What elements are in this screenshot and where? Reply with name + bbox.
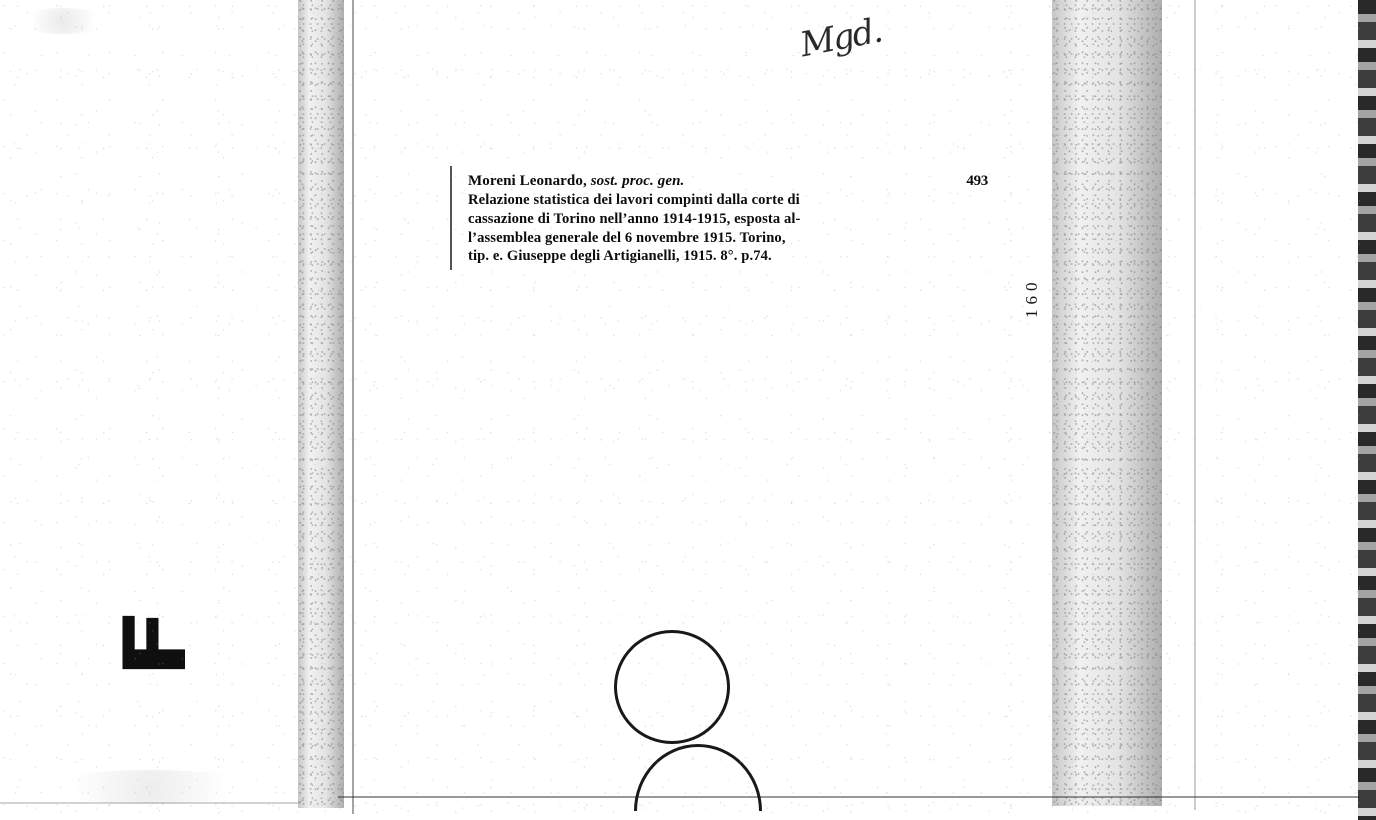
entry-line-1: Relazione statistica dei lavori compinti dalla corte di bbox=[468, 192, 800, 209]
side-page-number: 160 bbox=[1022, 277, 1041, 318]
entry-line-4: tip. e. Giuseppe degli Artigianelli, 1915. 8°. p.74. bbox=[468, 248, 772, 265]
bottom-edge-rule bbox=[338, 796, 1360, 798]
right-card-edge-band bbox=[1052, 0, 1162, 806]
catalogue-entry bbox=[468, 172, 988, 266]
right-dark-edge-band bbox=[1358, 0, 1376, 820]
entry-heading bbox=[468, 172, 988, 191]
entry-line-3: l’assemblea generale del 6 novembre 1915. Torino, bbox=[468, 229, 786, 246]
stamp-letter-f: F bbox=[106, 607, 206, 679]
entry-reference-number: 493 bbox=[966, 173, 988, 189]
left-card-edge-band bbox=[298, 0, 344, 808]
left-card-edge-line bbox=[352, 0, 354, 814]
smudge-lower-left bbox=[40, 770, 260, 804]
ink-dome-mark bbox=[634, 744, 762, 811]
entry-body bbox=[468, 191, 978, 266]
right-inner-edge-line bbox=[1194, 0, 1196, 810]
entry-role: sost. proc. gen. bbox=[590, 173, 685, 189]
ink-circle-mark bbox=[614, 630, 730, 744]
handwritten-annotation: Mgd. bbox=[796, 10, 885, 66]
smudge-upper-left bbox=[18, 8, 108, 34]
entry-left-rule bbox=[450, 166, 452, 270]
entry-author: Moreni Leonardo, bbox=[468, 173, 587, 189]
entry-line-2: cassazione di Torino nell’anno 1914-1915, esposta al- bbox=[468, 210, 801, 227]
